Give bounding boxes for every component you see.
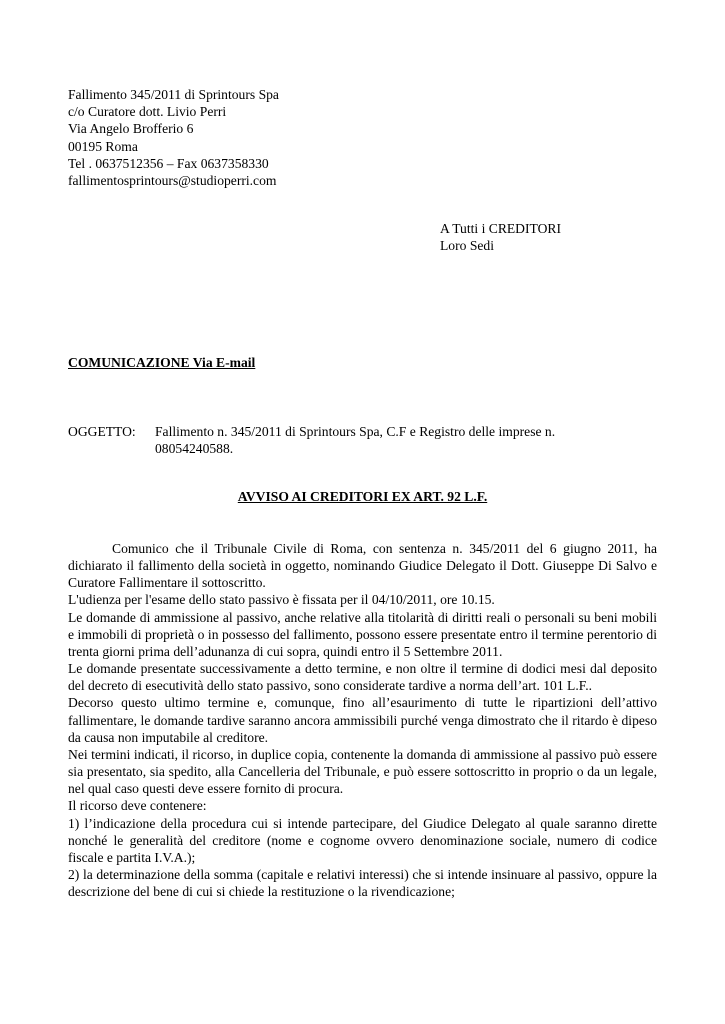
sender-line-email: fallimentosprintours@studioperri.com [68, 173, 277, 189]
sender-line-phone: Tel . 0637512356 – Fax 0637358330 [68, 155, 269, 171]
communication-title: COMUNICAZIONE Via E-mail [68, 355, 256, 370]
paragraph-requirement-1: 1) l’indicazione della procedura cui si intende partecipare, del Giudice Delegato al quale saranno dirette nonché le generalità del creditore (nome e cognome ovvero denominazione sociale, numero di codice fiscale e partita I.V.A.); [68, 815, 657, 865]
sender-block [68, 86, 279, 189]
recipient-line-addressee: A Tutti i CREDITORI [440, 221, 561, 236]
paragraph-late-claims: Le domande presentate successivamente a detto termine, e non oltre il termine di dodici mesi dal deposito del decreto di esecutività dello stato passivo, sono considerate tardive a norma dell’art. 101 L.F.. [68, 661, 657, 694]
paragraph-requirement-2: 2) la determinazione della somma (capitale e relativi interessi) che si intende insinuare al passivo, oppure la descrizione del bene di cui si chiede la restituzione o la rivendicazione; [68, 866, 657, 900]
paragraph-requirements-intro: Il ricorso deve contenere: [68, 798, 207, 814]
recipient-line-location: Loro Sedi [440, 238, 494, 254]
sender-line-name: Fallimento 345/2011 di Sprintours Spa [68, 87, 279, 102]
paragraph-late-admissibility: Decorso questo ultimo termine e, comunque, fino all’esaurimento di tutte le ripartizioni dell’attivo fallimentare, le domande tardive saranno ancora ammissibili purché venga dimostrato che il ritardo è dipeso da causa non imputabile al creditore. [68, 695, 657, 745]
paragraph-hearing: L'udienza per l'esame dello stato passivo è fissata per il 04/10/2011, ore 10.15. [68, 592, 495, 608]
subject-block [68, 423, 658, 457]
sender-line-curator: c/o Curatore dott. Livio Perri [68, 104, 227, 120]
recipient-block [440, 220, 561, 254]
subject-text: Fallimento n. 345/2011 di Sprintours Spa, C.F e Registro delle imprese n. 08054240588. [155, 424, 556, 457]
notice-body [68, 540, 657, 900]
paragraph-filing: Nei termini indicati, il ricorso, in duplice copia, contenente la domanda di ammissione al passivo può essere sia presentato, sia spedito, alla Cancelleria del Tribunale, e può essere sottoscritto in proprio o da un legale, nel qual caso questi deve essere fornito di procura. [68, 746, 657, 797]
sender-line-city: 00195 Roma [68, 138, 138, 154]
paragraph-deadline: Le domande di ammissione al passivo, anche relative alla titolarità di diritti reali o personali su beni mobili e immobili di proprietà o in possesso del fallimento, possono essere presentate entro il termine perentorio di trenta giorni prima dell’adunanza di cui sopra, quindi entro il 5 Settembre 2011. [68, 609, 657, 659]
subject-label: OGGETTO: [68, 424, 136, 439]
notice-title: AVVISO AI CREDITORI EX ART. 92 L.F. [237, 489, 488, 504]
sender-line-street: Via Angelo Brofferio 6 [68, 121, 194, 137]
paragraph-sentence: Comunico che il Tribunale Civile di Roma, con sentenza n. 345/2011 del 6 giugno 2011, ha dichiarato il fallimento della società in oggetto, nominando Giudice Delegato il Dott. Giuseppe Di Salvo e Curatore Fallimentare il sottoscritto. [68, 541, 657, 591]
